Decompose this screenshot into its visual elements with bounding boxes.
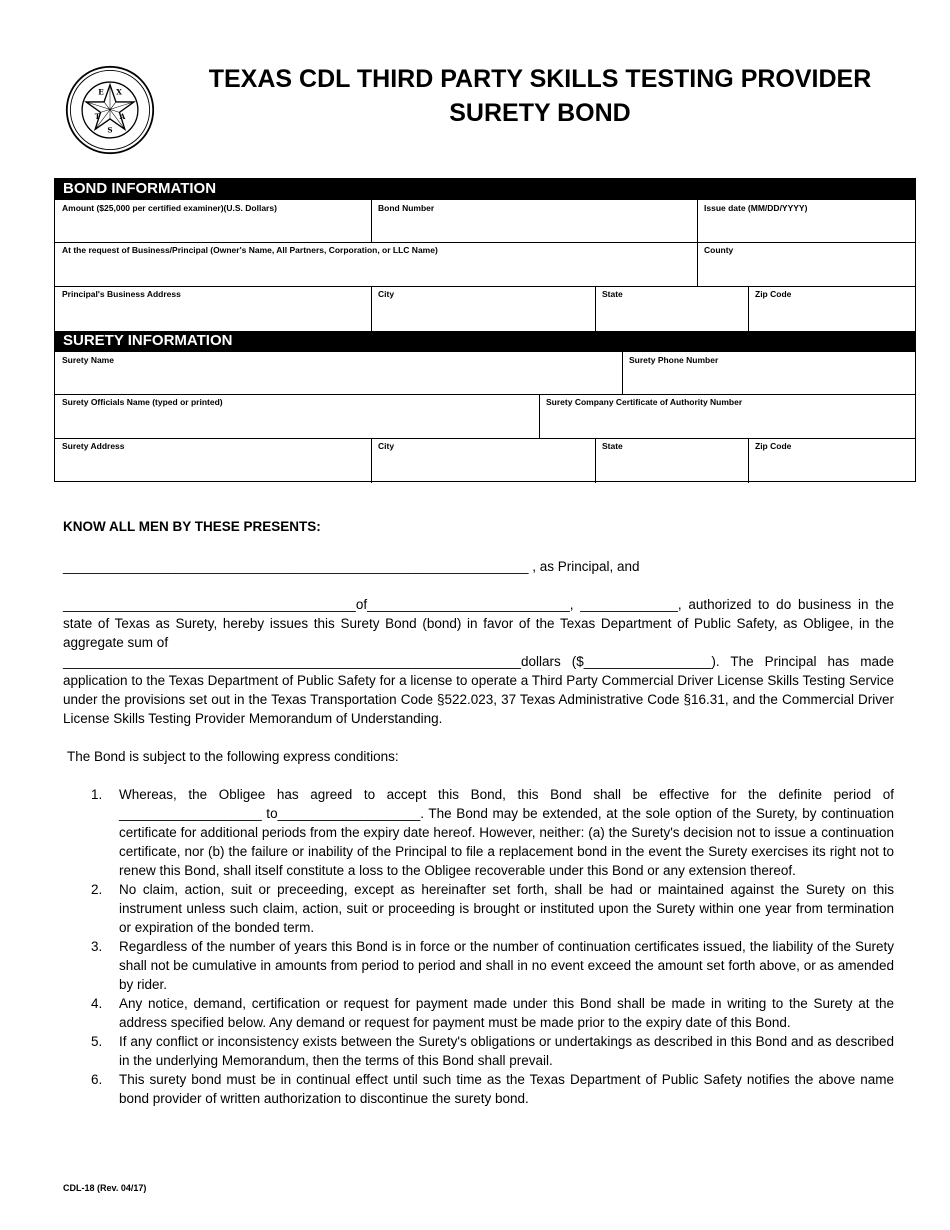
form-title: [170, 62, 910, 130]
condition-item: 6. This surety bond must be in continual effect until such time as the Texas Department of Public Safety notifies the above name bond provider of written authorization to discontinue the surety bond.: [91, 1072, 894, 1106]
surety-zip-field[interactable]: Zip Code: [755, 441, 792, 451]
bond-information-heading: BOND INFORMATION: [55, 179, 915, 200]
principal-state-field[interactable]: State: [602, 289, 623, 299]
surety-officials-name-field[interactable]: Surety Officials Name (typed or printed): [62, 397, 223, 407]
svg-text:X: X: [116, 87, 122, 97]
dollars-paragraph: _____________________________________________________________dollars ($_________________). The Principal has made application to the Texas Department of Public Safety for a license to operate a Third Party Commercial Driver License Skills Testing Service under the provisions set out in the Texas Transportation Code §522.023, 37 Texas Administrative Code §16.31, and the Commercial Driver License Skills Testing Provider Memorandum of Understanding.: [63, 654, 894, 726]
surety-information-heading: SURETY INFORMATION: [55, 331, 915, 352]
amount-field[interactable]: Amount ($25,000 per certified examiner)(U.S. Dollars): [62, 203, 277, 213]
surety-city-field[interactable]: City: [378, 441, 395, 451]
county-field[interactable]: County: [704, 245, 734, 255]
surety-paragraph: _______________________________________of___________________________, _____________, authorized to do business in the state of Texas as Surety, hereby issues this Surety Bond (bond) in favor of the Texas Department of Public Safety, as Obligee, in the aggregate sum of: [63, 597, 894, 650]
title-line-2: SURETY BOND: [449, 99, 631, 127]
svg-text:A: A: [119, 112, 126, 121]
know-all-men-heading: KNOW ALL MEN BY THESE PRESENTS:: [63, 519, 321, 534]
conditions-intro: The Bond is subject to the following express conditions:: [67, 749, 399, 764]
condition-item: 5. If any conflict or inconsistency exists between the Surety's obligations or undertakings as described in this Bond and as described in the underlying Memorandum, then the terms of this Bond shall prevail.: [91, 1034, 894, 1068]
principal-line: ______________________________________________________________ , as Principal, and: [63, 559, 640, 574]
principal-name-field[interactable]: At the request of Business/Principal (Owner's Name, All Partners, Corporation, or LLC Name): [62, 245, 438, 255]
issue-date-field[interactable]: Issue date (MM/DD/YYYY): [704, 203, 808, 213]
svg-text:S: S: [107, 125, 113, 135]
surety-name-field[interactable]: Surety Name: [62, 355, 114, 365]
conditions-list: [63, 785, 894, 1108]
principal-zip-field[interactable]: Zip Code: [755, 289, 792, 299]
condition-item: 3. Regardless of the number of years this Bond is in force or the number of continuation certificates issued, the liability of the Surety shall not be cumulative in amounts from period to period and shall in no event exceed the amount set forth above, or as amended by rider.: [91, 939, 894, 992]
condition-item: 4. Any notice, demand, certification or request for payment made under this Bond shall be made in writing to the Surety at the address specified below. Any demand or request for payment must be made prior to the expiry date of this Bond.: [91, 996, 894, 1030]
condition-item: 2. No claim, action, suit or preceeding, except as hereinafter set forth, shall be had or maintained against the Surety on this instrument unless such claim, action, suit or proceeding is brought or instituted upon the Surety within one year from termination or expiration of the bonded term.: [91, 882, 894, 935]
dps-seal-icon: [63, 65, 157, 155]
principal-address-field[interactable]: Principal's Business Address: [62, 289, 181, 299]
condition-item: 1. Whereas, the Obligee has agreed to accept this Bond, this Bond shall be effective for the definite period of ___________________ to___________________. The Bond may be extended, at the sole option of the Surety, by continuation certificate for additional periods from the expiry date hereof. However, neither: (a) the Surety's decision not to issue a continuation certificate, nor (b) the failure or inability of the Principal to file a replacement bond in the event the Surety exercises its right not to renew this Bond, shall itself constitute a loss to the Obligee recoverable under this Bond or any extension thereof.: [91, 787, 894, 878]
bond-form: [54, 178, 916, 482]
bond-number-field[interactable]: Bond Number: [378, 203, 435, 213]
svg-text:T: T: [94, 112, 101, 121]
form-number: CDL-18 (Rev. 04/17): [63, 1183, 147, 1193]
svg-text:E: E: [98, 87, 104, 97]
principal-city-field[interactable]: City: [378, 289, 395, 299]
surety-state-field[interactable]: State: [602, 441, 623, 451]
surety-address-field[interactable]: Surety Address: [62, 441, 125, 451]
surety-certificate-field[interactable]: Surety Company Certificate of Authority Number: [546, 397, 743, 407]
title-line-1: TEXAS CDL THIRD PARTY SKILLS TESTING PROVIDER: [208, 65, 872, 93]
surety-phone-field[interactable]: Surety Phone Number: [629, 355, 719, 365]
